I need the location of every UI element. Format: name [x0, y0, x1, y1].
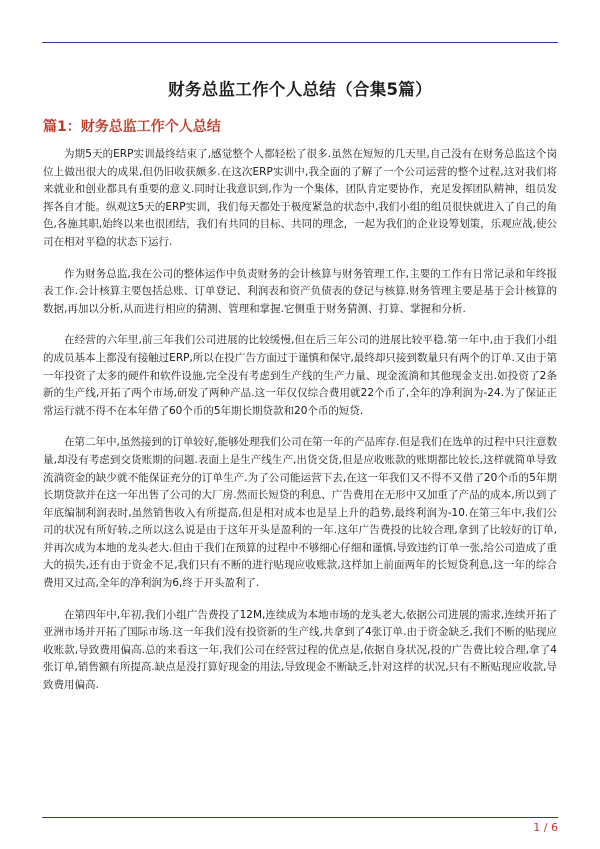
- paragraph: 在第四年中,年初,我们小组广告费投了12M,连续成为本地市场的龙头老大,依据公司进展的需求,连续开拓了亚洲市场并开拓了国际市场.这一年我们没有投资新的生产线,共拿到了4张订单.由于资金缺乏,我们不断的贴现应收账款,导致费用偏高.总的来看这一年,我们公司在经营过程的优点是,依据自身状况,投的广告费比较合理,拿了4张订单,销售额有所提高.缺点是没打算好现金的用法,导致现金不断缺乏,针对这样的状况,只有不断贴现应收款,导致费用偏高.: [43, 608, 557, 692]
- paragraph: 在第二年中,虽然接到的订单较好,能够处理我们公司在第一年的产品库存.但是我们在选单的过程中只注意数量,却没有考虑到交货账期的问题.表面上是生产线生产,出货交货,但是应收账款的账期都比较长,这样就简单导致流淌资金的缺少就不能保证充分的订单生产.为了公司能运营下去,在这一年我们又不得不又借了20个币的5年期长期贷款并在这一年出售了公司的大厂房.然而长短贷的利息、广告费用在无形中又加重了产品的成本,所以到了年底编制利润表时,虽然销售收入有所提高,但是相对成本也是呈上升的趋势,最终利润为-10.在第三年中,我们公司的状况有所好转,之所以这么说是由于这年开头是盈利的一年.这年广告费投的比较合理,拿到了比较好的订单,并再次成为本地的龙头老大.但由于我们在预算的过程中不够细心仔细和谨慎,导致违约订单一张,给公司造成了重大的损失,还有由于资金不足,我们只有不断的进行贴现应收账款,这样加上前面两年的长短贷利息,这一年的综合费用又过高,全年的净利润为6,终于开头盈利了.: [43, 436, 558, 590]
- paragraph: 为期5天的ERP实训最终结束了,感觉整个人都轻松了很多.虽然在短短的几天里,自己没有在财务总监这个岗位上做出很大的成果,但仍旧收获颇多.在这次ERP实训中,我全面的了解了一个公司运营的整个过程,这对我们将来就业和创业都具有重要的意义.同时让我意识到,作为一个集体，团队肯定要协作，充足发挥团队精神，组员发挥各自才能。纵观这5天的ERP实训，我们每天都处于极度紧急的状态中,我们小组的组员很快就进入了自己的角色,各施其职,始终以来也很团结，我们有共同的目标、共同的理念，一起为我们的企业设筹划策，乐观应战,使公司在相对平稳的状态下运行.: [43, 148, 558, 248]
- paragraph: 作为财务总监,我在公司的整体运作中负责财务的会计核算与财务管理工作,主要的工作有日常记录和年终报表工作.会计核算主要包括总账、订单登记、利润表和资产负债表的登记与核算.财务管理主要是基于会计核算的数据,再加以分析,从而进行相应的猜测、管理和掌握.它侧重于财务猜测、打算、掌握和分析.: [43, 267, 557, 315]
- paragraph: 在经营的六年里,前三年我们公司进展的比较缓慢,但在后三年公司的进展比较平稳.第一年中,由于我们小组的成员基本上都没有接触过ERP,所以在投广告方面过于谨慎和保守,最终却只接到数量只有两个的订单.又由于第一年投资了太多的硬件和软件设施,完全没有考虑到生产线的生产力量、现金流淌和其他现金支出.如投资了2条新的生产线,开拓了两个市场,研发了两种产品.这一年仅仅综合费用就22个币了,全年的净利润为-24.为了保证正常运行就不得不在本年借了60个币的5年期长期贷款和20个币的短贷.: [43, 334, 557, 417]
- footer-rule: [42, 817, 558, 818]
- section-heading: 篇1：财务总监工作个人总结: [43, 119, 221, 135]
- header-rule: [42, 42, 558, 43]
- document-title: 财务总监工作个人总结（合集5篇）: [168, 80, 432, 99]
- document-body: [43, 146, 557, 709]
- page-indicator: 1 / 6: [533, 821, 558, 834]
